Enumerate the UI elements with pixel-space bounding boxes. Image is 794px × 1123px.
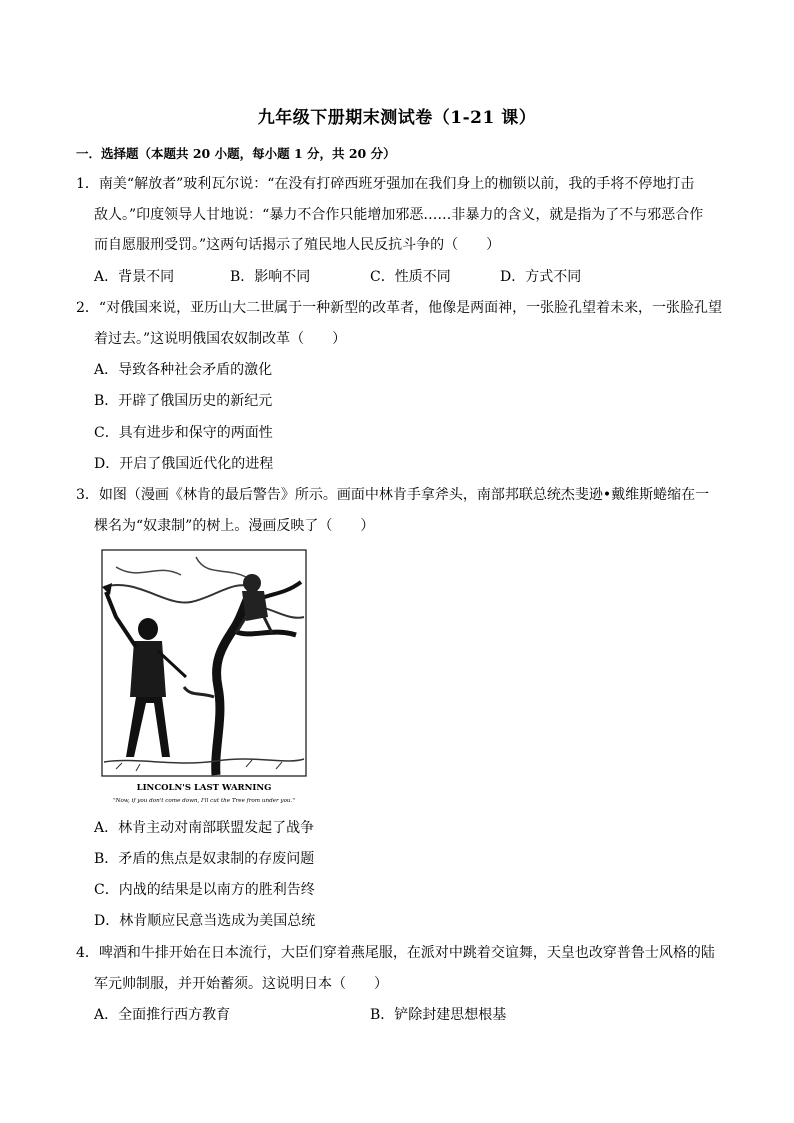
section-heading: 一．选择题（本题共 20 小题，每小题 1 分，共 20 分）: [76, 146, 396, 161]
question-3-option-d[interactable]: D．林肯顺应民意当选成为美国总统: [94, 913, 316, 929]
cartoon-caption: LINCOLN'S LAST WARNING: [136, 783, 272, 793]
question-3-line-2: 棵名为“奴隶制”的树上。漫画反映了（ ）: [94, 518, 375, 534]
question-2-option-a[interactable]: A．导致各种社会矛盾的激化: [94, 362, 273, 378]
question-4-line-2: 军元帅制服，并开始蓄须。这说明日本（ ）: [94, 976, 388, 992]
lincoln-cartoon-image: [96, 547, 312, 805]
question-4-option-b[interactable]: B．铲除封建思想根基: [370, 1007, 507, 1023]
question-2-option-d[interactable]: D．开启了俄国近代化的进程: [94, 456, 274, 472]
question-1-option-d[interactable]: D．方式不同: [500, 269, 582, 285]
question-2-line-2: 着过去。”这说明俄国农奴制改革（ ）: [94, 331, 347, 347]
question-3-option-a[interactable]: A．林肯主动对南部联盟发起了战争: [94, 820, 315, 836]
question-3-option-c[interactable]: C．内战的结果是以南方的胜利告终: [94, 882, 315, 898]
cartoon-subcaption: "Now, if you don't come down, I'll cut the Tree from under you.": [113, 798, 295, 804]
question-1-line-3: 而自愿服刑受罚。”这两句话揭示了殖民地人民反抗斗争的（ ）: [94, 237, 501, 253]
question-4-option-a[interactable]: A．全面推行西方教育: [94, 1007, 231, 1023]
question-3-option-b[interactable]: B．矛盾的焦点是奴隶制的存废问题: [94, 851, 315, 867]
question-2-line-1: 2．“对俄国来说，亚历山大二世属于一种新型的改革者，他像是两面神，一张脸孔望着未来，一张脸孔望: [76, 300, 723, 316]
question-1-option-c[interactable]: C．性质不同: [370, 269, 451, 285]
question-1-option-a[interactable]: A．背景不同: [94, 269, 175, 285]
question-1-line-1: 1．南美“解放者”玻利瓦尔说：“在没有打碎西班牙强加在我们身上的枷锁以前，我的手将不停地打击: [76, 176, 695, 192]
question-2-option-c[interactable]: C．具有进步和保守的两面性: [94, 425, 273, 441]
question-2-option-b[interactable]: B．开辟了俄国历史的新纪元: [94, 393, 273, 409]
question-1-line-2: 敌人。”印度领导人甘地说：“暴力不合作只能增加邪恶……非暴力的含义，就是指为了不与邪恶合作: [94, 207, 704, 223]
question-3-line-1: 3．如图（漫画《林肯的最后警告》所示。画面中林肯手拿斧头，南部邦联总统杰斐逊•戴维斯蜷缩在一: [76, 487, 710, 503]
question-4-line-1: 4．啤酒和牛排开始在日本流行，大臣们穿着燕尾服，在派对中跳着交谊舞，天皇也改穿普鲁士风格的陆: [76, 945, 715, 961]
page-title: 九年级下册期末测试卷（1-21 课）: [257, 108, 537, 128]
question-1-option-b[interactable]: B．影响不同: [230, 269, 311, 285]
